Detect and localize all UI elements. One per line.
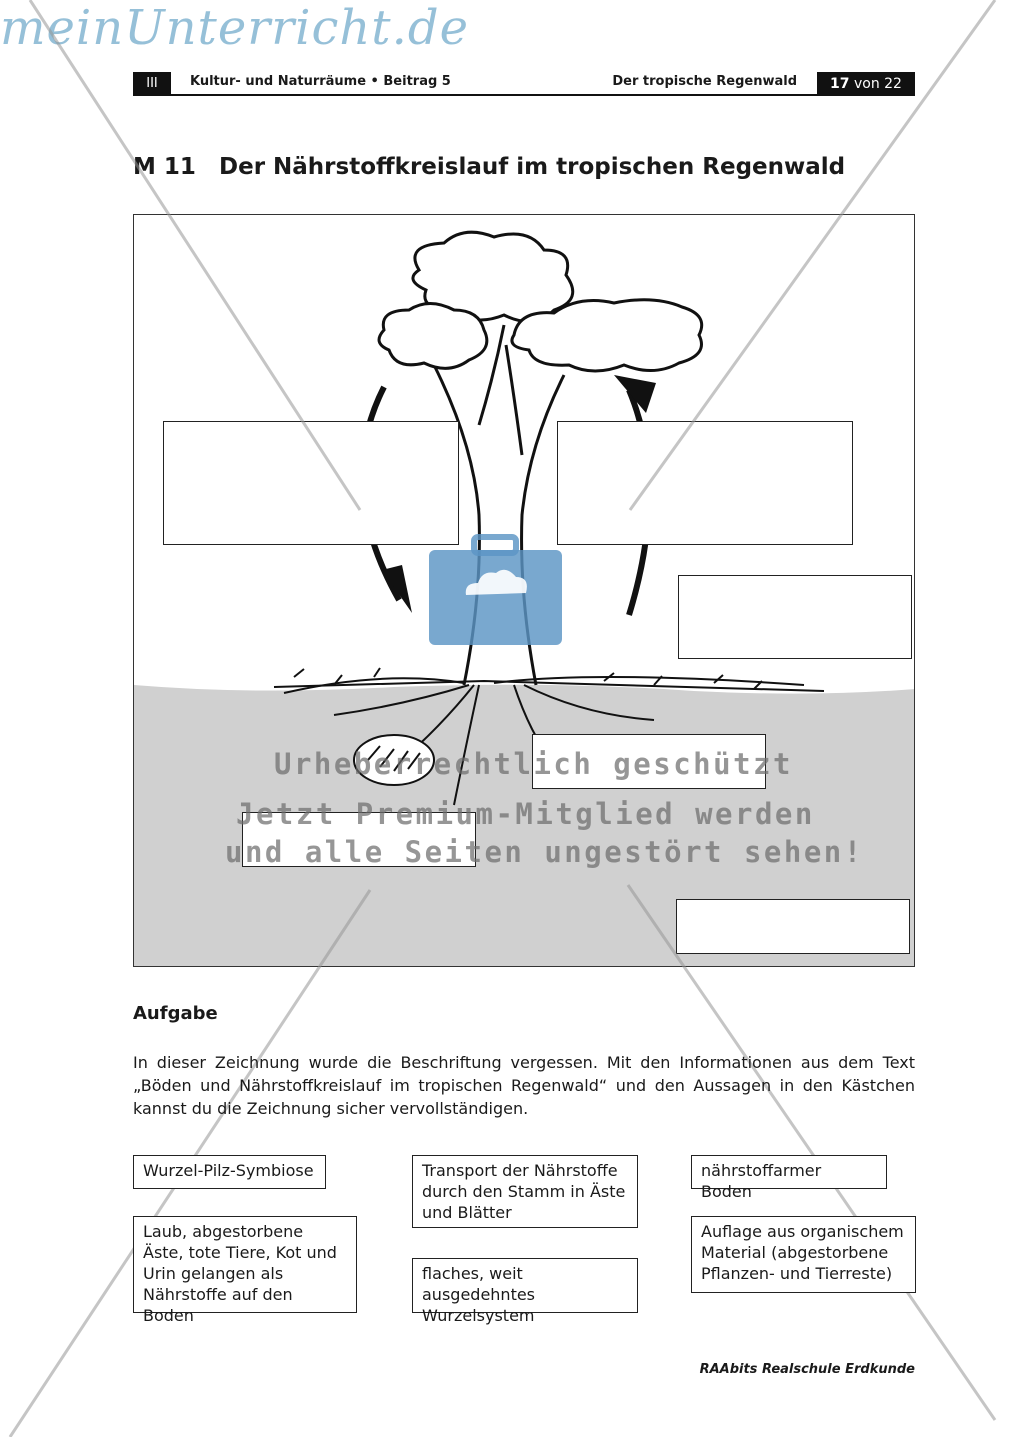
option-box-5[interactable]: nährstoffarmer Boden xyxy=(691,1155,887,1189)
page-total: von 22 xyxy=(853,76,902,92)
option-box-6[interactable]: Auflage aus organischem Material (abgestorbene Pflanzen- und Tierreste) xyxy=(691,1216,916,1293)
option-box-1[interactable]: Wurzel-Pilz-Symbiose xyxy=(133,1155,326,1189)
header-topic: Der tropische Regenwald xyxy=(612,74,797,89)
material-number: M 11 xyxy=(133,154,196,180)
watermark-brand: meinUnterricht.de xyxy=(0,0,469,56)
watermark-line-1: Urheberrechtlich geschützt xyxy=(274,747,793,781)
header-series-title: Kultur- und Naturräume • Beitrag 5 xyxy=(190,74,451,89)
watermark-line-3: und alle Seiten ungestört sehen! xyxy=(225,835,864,869)
option-box-2[interactable]: Laub, abgestorbene Äste, tote Tiere, Kot und Urin gelangen als Nährstoffe auf den Boden xyxy=(133,1216,357,1313)
header-roman-numeral: III xyxy=(133,72,171,96)
title-text: Der Nährstoffkreislauf im tropischen Regenwald xyxy=(219,154,846,180)
task-text: In dieser Zeichnung wurde die Beschriftung vergessen. Mit den Informationen aus dem Text „Böden und Nährstoffkreislauf im tropischen Regenwald“ und den Aussagen in den Kästchen kannst du die Zeichnung sicher vervollständigen. xyxy=(133,1053,915,1118)
option-box-3[interactable]: Transport der Nährstoffe durch den Stamm in Äste und Blätter xyxy=(412,1155,638,1228)
watermark-line-2: Jetzt Premium-Mitglied werden xyxy=(236,797,815,831)
task-heading: Aufgabe xyxy=(133,1003,218,1024)
page-current: 17 xyxy=(830,76,850,92)
option-box-4[interactable]: flaches, weit ausgedehntes Wurzelsystem xyxy=(412,1258,638,1313)
footer-publisher: RAAbits Realschule Erdkunde xyxy=(699,1362,915,1377)
